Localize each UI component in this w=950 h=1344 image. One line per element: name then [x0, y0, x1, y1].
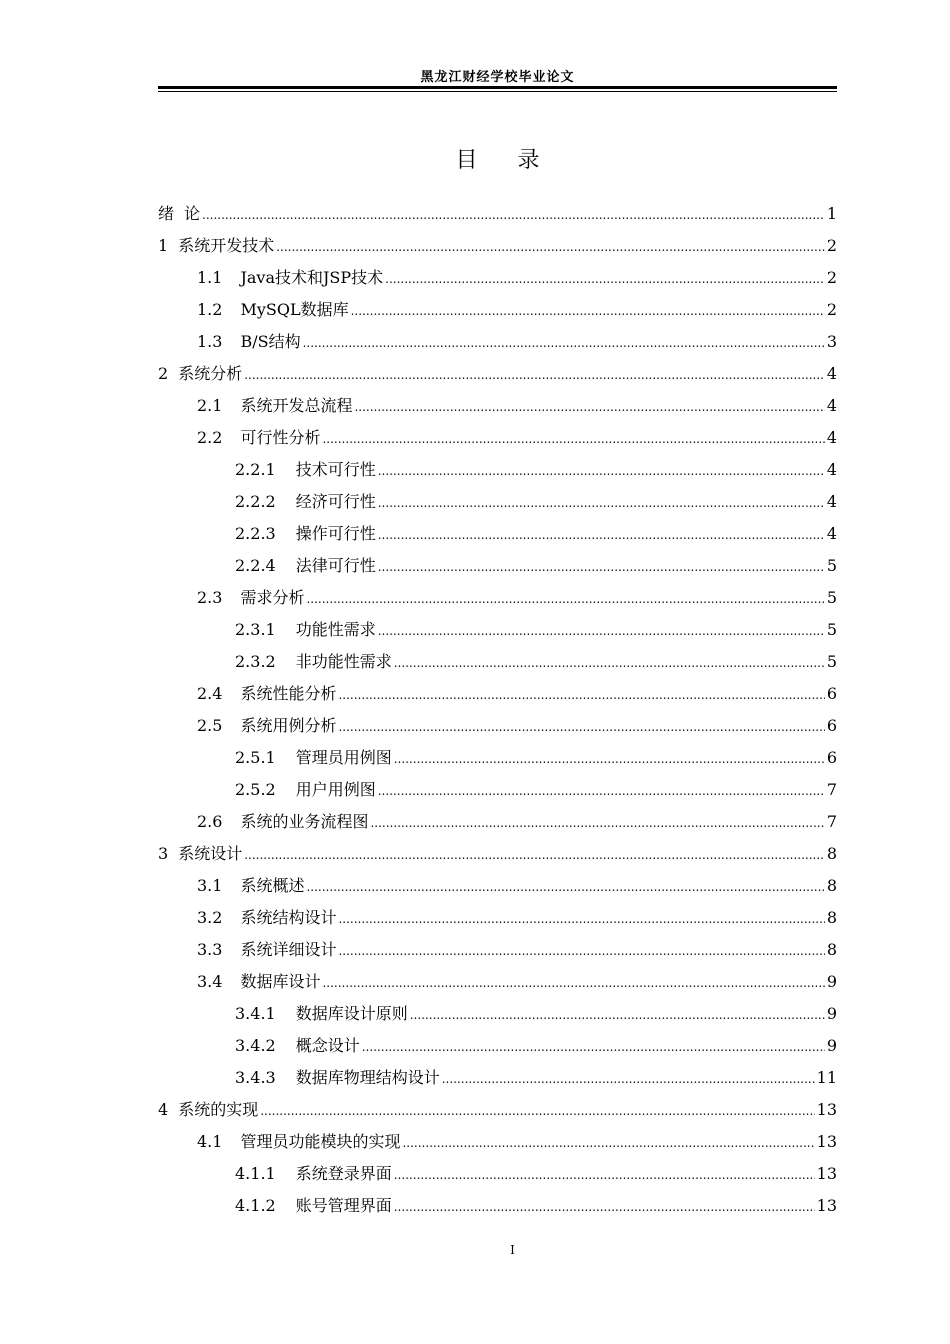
toc-entry-number: 1 [158, 236, 169, 255]
toc-entry-page: 13 [816, 1164, 837, 1183]
toc-entry-page: 7 [826, 780, 837, 799]
toc-entry-page: 5 [826, 588, 837, 607]
toc-entry-page: 8 [826, 844, 837, 863]
toc-entry[interactable] [158, 1158, 837, 1190]
toc-entry[interactable] [158, 358, 837, 390]
toc-dot-leader [338, 934, 824, 967]
toc-entry[interactable] [158, 390, 837, 422]
toc-entry-number: 2.5.2 [235, 780, 276, 799]
toc-entry-number: 3.4.2 [235, 1036, 276, 1055]
toc-entry[interactable] [158, 838, 837, 870]
toc-entry[interactable] [158, 966, 837, 998]
toc-entry-title: 系统的实现 [178, 1100, 259, 1119]
toc-entry-title: B/S结构 [240, 332, 301, 351]
toc-entry[interactable] [158, 454, 837, 486]
toc-entry-title: 系统用例分析 [240, 716, 337, 735]
toc-entry-title: 管理员用例图 [295, 748, 392, 767]
toc-dot-leader [370, 806, 824, 839]
toc-entry[interactable] [158, 294, 837, 326]
toc-entry-title: 概念设计 [295, 1036, 360, 1055]
toc-entry-number: 4 [158, 1100, 169, 1119]
toc-entry[interactable] [158, 1126, 837, 1158]
toc-entry-page: 2 [826, 268, 837, 287]
toc-entry-number: 2.6 [197, 812, 223, 831]
toc-entry-title: 系统结构设计 [240, 908, 337, 927]
toc-entry[interactable] [158, 646, 837, 678]
toc-entry[interactable] [158, 262, 837, 294]
toc-entry-title: 非功能性需求 [295, 652, 392, 671]
toc-dot-leader [378, 774, 825, 807]
toc-entry-page: 4 [826, 364, 837, 383]
toc-entry-number: 3.2 [197, 908, 223, 927]
toc-entry[interactable] [158, 998, 837, 1030]
toc-dot-leader [394, 646, 825, 679]
toc-entry-page: 4 [826, 460, 837, 479]
toc-entry-title: 数据库设计 [240, 972, 321, 991]
toc-entry-page: 9 [826, 972, 837, 991]
toc-entry-number: 3.1 [197, 876, 223, 895]
toc-entry-page: 13 [816, 1132, 837, 1151]
toc-entry[interactable] [158, 1062, 837, 1094]
toc-entry-number: 2.2.2 [235, 492, 276, 511]
toc-entry-title: MySQL数据库 [240, 300, 349, 319]
toc-entry-page: 13 [816, 1196, 837, 1215]
toc-dot-leader [410, 998, 825, 1031]
toc-dot-leader [394, 1190, 815, 1223]
toc-entry[interactable] [158, 806, 837, 838]
toc-entry-page: 5 [826, 620, 837, 639]
toc-entry-title: 系统登录界面 [295, 1164, 392, 1183]
toc-entry-title: 系统概述 [240, 876, 305, 895]
toc-entry-page: 4 [826, 396, 837, 415]
toc-entry[interactable] [158, 902, 837, 934]
toc-entry[interactable] [158, 1030, 837, 1062]
toc-dot-leader [244, 358, 825, 391]
toc-entry[interactable] [158, 1190, 837, 1222]
toc-entry-title: 系统的业务流程图 [240, 812, 369, 831]
toc-entry-title: 账号管理界面 [295, 1196, 392, 1215]
toc-entry-number: 3.4.3 [235, 1068, 276, 1087]
toc-entry-page: 5 [826, 652, 837, 671]
toc-dot-leader [276, 230, 825, 263]
toc-entry-number: 绪 [158, 204, 175, 223]
toc-dot-leader [354, 390, 824, 423]
toc-dot-leader [378, 518, 825, 551]
toc-entry-title: 数据库物理结构设计 [295, 1068, 440, 1087]
running-header: 黑龙江财经学校毕业论文 [420, 70, 575, 85]
toc-entry-number: 4.1.1 [235, 1164, 276, 1183]
toc-dot-leader [338, 710, 824, 743]
toc-dot-leader [442, 1062, 815, 1095]
toc-entry-number: 2.4 [197, 684, 223, 703]
toc-entry-title: 系统分析 [178, 364, 243, 383]
toc-entry-page: 3 [826, 332, 837, 351]
toc-entry[interactable] [158, 230, 837, 262]
toc-entry-title: 系统开发技术 [178, 236, 275, 255]
toc-entry-title: 系统详细设计 [240, 940, 337, 959]
toc-entry-number: 2.2 [197, 428, 223, 447]
toc-dot-leader [306, 582, 824, 615]
toc-dot-leader [378, 486, 825, 519]
toc-entry-number: 4.1.2 [235, 1196, 276, 1215]
toc-entry-number: 2.1 [197, 396, 223, 415]
toc-entry-title: Java技术和JSP技术 [240, 268, 384, 287]
toc-entry-page: 8 [826, 876, 837, 895]
toc-entry[interactable] [158, 550, 837, 582]
toc-dot-leader [306, 870, 824, 903]
toc-dot-leader [385, 262, 825, 295]
toc-entry-number: 3.4 [197, 972, 223, 991]
toc-entry-title: 操作可行性 [295, 524, 376, 543]
toc-entry-title: 论 [184, 204, 201, 223]
toc-dot-leader [394, 1158, 815, 1191]
toc-entry-number: 4.1 [197, 1132, 223, 1151]
toc-entry-number: 1.2 [197, 300, 223, 319]
toc-entry-number: 3 [158, 844, 169, 863]
toc-entry-number: 2.3.2 [235, 652, 276, 671]
toc-entry-page: 4 [826, 492, 837, 511]
toc-entry-number: 1.3 [197, 332, 223, 351]
toc-entry[interactable] [158, 870, 837, 902]
toc-entry-title: 经济可行性 [295, 492, 376, 511]
toc-entry-page: 4 [826, 428, 837, 447]
toc-dot-leader [338, 902, 824, 935]
toc-entry[interactable] [158, 518, 837, 550]
table-of-contents [158, 198, 837, 1222]
header-rule-thin [158, 91, 837, 92]
toc-entry-number: 3.4.1 [235, 1004, 276, 1023]
toc-entry[interactable] [158, 326, 837, 358]
toc-dot-leader [394, 742, 825, 775]
toc-entry-title: 法律可行性 [295, 556, 376, 575]
toc-entry-number: 2.3 [197, 588, 223, 607]
toc-entry-number: 2.2.3 [235, 524, 276, 543]
toc-dot-leader [351, 294, 825, 327]
toc-entry-title: 系统设计 [178, 844, 243, 863]
toc-entry-title: 可行性分析 [240, 428, 321, 447]
toc-entry-title: 系统性能分析 [240, 684, 337, 703]
toc-entry-page: 8 [826, 940, 837, 959]
toc-dot-leader [322, 422, 824, 455]
toc-entry-page: 6 [826, 684, 837, 703]
toc-entry-title: 管理员功能模块的实现 [240, 1132, 401, 1151]
toc-dot-leader [378, 550, 825, 583]
page-number: I [510, 1243, 515, 1257]
toc-dot-leader [338, 678, 824, 711]
toc-entry[interactable] [158, 1094, 837, 1126]
toc-dot-leader [244, 838, 825, 871]
header-rule-thick [158, 86, 837, 89]
toc-entry-number: 2.3.1 [235, 620, 276, 639]
toc-dot-leader [260, 1094, 814, 1127]
toc-dot-leader [303, 326, 825, 359]
toc-dot-leader [378, 614, 825, 647]
toc-entry-title: 用户用例图 [295, 780, 376, 799]
toc-entry[interactable] [158, 486, 837, 518]
toc-entry-page: 13 [816, 1100, 837, 1119]
toc-entry-page: 2 [826, 300, 837, 319]
toc-entry-number: 1.1 [197, 268, 223, 287]
toc-entry[interactable] [158, 934, 837, 966]
toc-dot-leader [202, 198, 825, 231]
toc-entry-number: 2 [158, 364, 169, 383]
toc-entry-page: 9 [826, 1004, 837, 1023]
toc-entry-page: 2 [826, 236, 837, 255]
toc-entry[interactable] [158, 742, 837, 774]
toc-entry[interactable] [158, 678, 837, 710]
toc-entry-page: 9 [826, 1036, 837, 1055]
toc-entry-title: 数据库设计原则 [295, 1004, 408, 1023]
toc-entry[interactable] [158, 710, 837, 742]
toc-dot-leader [362, 1030, 825, 1063]
toc-entry[interactable] [158, 198, 837, 230]
toc-dot-leader [378, 454, 825, 487]
toc-entry-title: 系统开发总流程 [240, 396, 353, 415]
toc-entry-page: 5 [826, 556, 837, 575]
toc-entry-page: 8 [826, 908, 837, 927]
toc-entry-page: 4 [826, 524, 837, 543]
toc-entry[interactable] [158, 774, 837, 806]
toc-entry[interactable] [158, 614, 837, 646]
toc-entry-number: 2.5.1 [235, 748, 276, 767]
toc-entry-number: 2.5 [197, 716, 223, 735]
toc-entry-page: 1 [826, 204, 837, 223]
toc-entry-page: 6 [826, 716, 837, 735]
toc-dot-leader [402, 1126, 814, 1159]
toc-entry-page: 6 [826, 748, 837, 767]
toc-entry-page: 7 [826, 812, 837, 831]
toc-entry-page: 11 [816, 1068, 837, 1087]
toc-entry-number: 2.2.4 [235, 556, 276, 575]
toc-entry-number: 3.3 [197, 940, 223, 959]
toc-entry[interactable] [158, 422, 837, 454]
toc-entry-title: 技术可行性 [295, 460, 376, 479]
toc-title: 目录 [455, 148, 580, 173]
toc-entry-title: 需求分析 [240, 588, 305, 607]
toc-entry[interactable] [158, 582, 837, 614]
toc-entry-number: 2.2.1 [235, 460, 276, 479]
toc-entry-title: 功能性需求 [295, 620, 376, 639]
toc-dot-leader [322, 966, 824, 999]
